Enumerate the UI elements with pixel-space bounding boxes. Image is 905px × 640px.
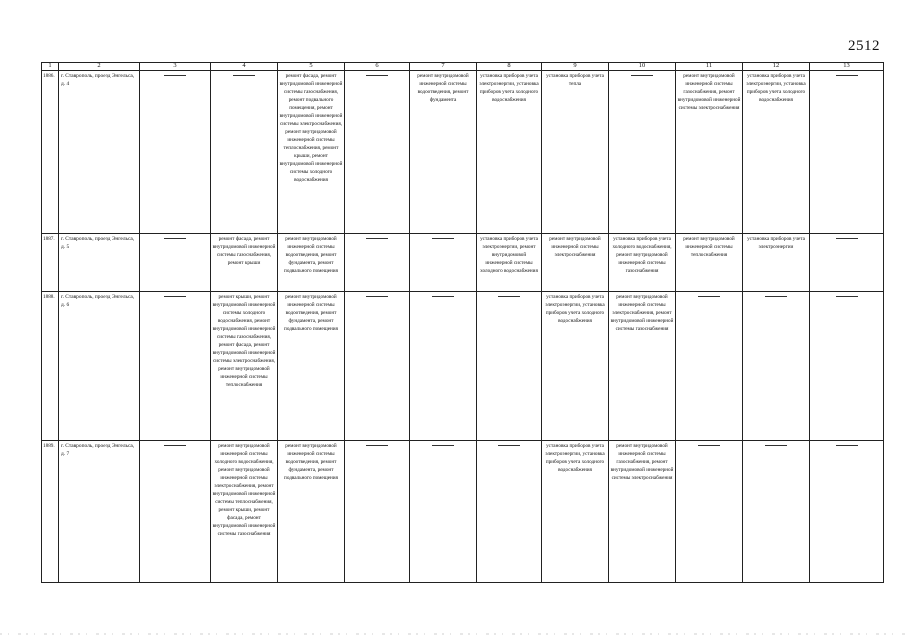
table-row <box>42 440 884 582</box>
empty-dash <box>366 296 388 297</box>
capital-repair-table <box>41 62 884 583</box>
table-cell <box>609 70 676 233</box>
table-cell: ремонт внутридомовой инженерной системы электроснабжения, ремонт внутридомовой инженерной системы газоснабжения <box>609 291 676 440</box>
empty-dash <box>164 238 186 239</box>
column-number-row <box>42 63 884 71</box>
empty-dash <box>366 75 388 76</box>
column-number: 7 <box>410 63 477 71</box>
empty-dash <box>366 445 388 446</box>
empty-dash <box>432 238 454 239</box>
table-cell: установка приборов учета электроэнергии, установка приборов учета холодного водоснабжения <box>477 70 542 233</box>
empty-dash <box>498 296 520 297</box>
table-cell: ремонт внутридомовой инженерной системы газоснабжения, ремонт внутридомовой инженерной системы электроснабжения <box>676 70 743 233</box>
column-number: 13 <box>810 63 884 71</box>
table-cell <box>345 291 410 440</box>
table-cell: установка приборов учета электроэнергии, ремонт внутридомовой инженерной системы холодного водоснабжения <box>477 233 542 291</box>
empty-dash <box>836 238 858 239</box>
table-cell: установка приборов учета электроэнергии <box>743 233 810 291</box>
scan-noise <box>0 628 905 640</box>
column-number: 4 <box>211 63 278 71</box>
column-number: 12 <box>743 63 810 71</box>
table-cell <box>345 440 410 582</box>
table-cell <box>810 291 884 440</box>
column-number: 2 <box>59 63 140 71</box>
table-cell <box>810 70 884 233</box>
table-cell <box>345 233 410 291</box>
table-cell: ремонт фасада, ремонт внутридомовой инженерной системы газоснабжения, ремонт крыши <box>211 233 278 291</box>
table-cell: ремонт фасада, ремонт внутридомовой инженерной системы газоснабжения, ремонт подвального помещения, ремонт внутридомовой инженерной системы электроснабжения, ремонт внутридомовой инженерной системы теплоснабжения, ремонт крыши, ремонт внутридомовой инженерной системы холодного водоснабжения <box>278 70 345 233</box>
empty-dash <box>765 445 787 446</box>
empty-dash <box>836 445 858 446</box>
column-number: 8 <box>477 63 542 71</box>
empty-dash <box>698 296 720 297</box>
empty-dash <box>432 296 454 297</box>
address-cell: г. Ставрополь, проезд Энгельса, д. 6 <box>59 291 140 440</box>
column-number: 9 <box>542 63 609 71</box>
table-cell: установка приборов учета электроэнергии, установка приборов учета холодного водоснабжения <box>743 70 810 233</box>
table-cell: ремонт внутридомовой инженерной системы электроснабжения <box>542 233 609 291</box>
column-number: 1 <box>42 63 59 71</box>
table-cell <box>211 70 278 233</box>
row-number: 1888. <box>42 291 59 440</box>
empty-dash <box>631 75 653 76</box>
address-cell: г. Ставрополь, проезд Энгельса, д. 7 <box>59 440 140 582</box>
page-number: 2512 <box>848 38 880 54</box>
table-cell: установка приборов учета тепла <box>542 70 609 233</box>
empty-dash <box>765 296 787 297</box>
table-cell <box>477 291 542 440</box>
table-cell <box>676 440 743 582</box>
empty-dash <box>698 445 720 446</box>
table-cell <box>810 233 884 291</box>
table-cell: установка приборов учета холодного водоснабжения, ремонт внутридомовой инженерной системы газоснабжения <box>609 233 676 291</box>
empty-dash <box>233 75 255 76</box>
address-cell: г. Ставрополь, проезд Энгельса, д. 5 <box>59 233 140 291</box>
table-cell <box>140 291 211 440</box>
empty-dash <box>164 445 186 446</box>
table-cell <box>743 440 810 582</box>
empty-dash <box>836 296 858 297</box>
table-cell: ремонт внутридомовой инженерной системы водоотведения, ремонт фундамента, ремонт подвального помещения <box>278 233 345 291</box>
table-cell <box>410 440 477 582</box>
empty-dash <box>164 296 186 297</box>
empty-dash <box>164 75 186 76</box>
column-number: 10 <box>609 63 676 71</box>
empty-dash <box>366 238 388 239</box>
table-cell: установка приборов учета электроэнергии, установка приборов учета холодного водоснабжения <box>542 440 609 582</box>
column-number: 6 <box>345 63 410 71</box>
empty-dash <box>498 445 520 446</box>
row-number: 1889. <box>42 440 59 582</box>
table-cell: ремонт внутридомовой инженерной системы водоотведения, ремонт фундамента, ремонт подвального помещения <box>278 291 345 440</box>
table-cell <box>810 440 884 582</box>
table-cell <box>140 440 211 582</box>
table-cell <box>140 233 211 291</box>
table-cell: ремонт крыши, ремонт внутридомовой инженерной системы холодного водоснабжения, ремонт внутридомовой инженерной системы газоснабжения, ремонт фасада, ремонт внутридомовой инженерной системы электроснабжения, ремонт внутридомовой инженерной системы теплоснабжения <box>211 291 278 440</box>
table-cell: ремонт внутридомовой инженерной системы водоотведения, ремонт фундамента <box>410 70 477 233</box>
table-cell: ремонт внутридомовой инженерной системы газоснабжения, ремонт внутридомовой инженерной системы электроснабжения <box>609 440 676 582</box>
table-row <box>42 291 884 440</box>
table-cell: ремонт внутридомовой инженерной системы теплоснабжения <box>676 233 743 291</box>
table-cell <box>410 291 477 440</box>
table-cell <box>345 70 410 233</box>
column-number: 5 <box>278 63 345 71</box>
table-cell: ремонт внутридомовой инженерной системы водоотведения, ремонт фундамента, ремонт подвального помещения <box>278 440 345 582</box>
table-row <box>42 70 884 233</box>
column-number: 11 <box>676 63 743 71</box>
table-cell <box>140 70 211 233</box>
table-cell <box>410 233 477 291</box>
address-cell: г. Ставрополь, проезд Энгельса, д. 4 <box>59 70 140 233</box>
table-cell <box>676 291 743 440</box>
table-cell: установка приборов учета электроэнергии, установка приборов учета холодного водоснабжения <box>542 291 609 440</box>
row-number: 1886. <box>42 70 59 233</box>
row-number: 1887. <box>42 233 59 291</box>
table-cell <box>477 440 542 582</box>
table-row <box>42 233 884 291</box>
column-number: 3 <box>140 63 211 71</box>
table-cell <box>743 291 810 440</box>
table-cell: ремонт внутридомовой инженерной системы холодного водоснабжения, ремонт внутридомовой инженерной системы электроснабжения, ремонт внутридомовой инженерной системы теплоснабжения, ремонт крыши, ремонт фасада, ремонт внутридомовой инженерной системы газоснабжения <box>211 440 278 582</box>
empty-dash <box>836 75 858 76</box>
empty-dash <box>432 445 454 446</box>
